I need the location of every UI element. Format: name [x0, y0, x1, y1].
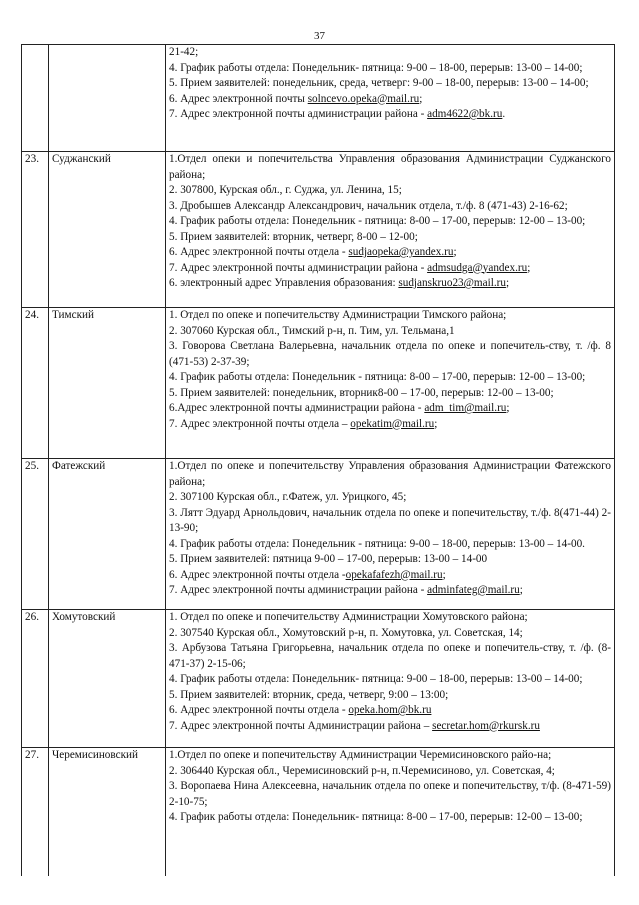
row-number: 27.: [22, 748, 49, 877]
email-line: 6. электронный адрес Управления образования: sudjanskruo23@mail.ru;: [169, 277, 510, 289]
email-link[interactable]: adminfateg@mail.ru: [427, 584, 520, 596]
info-line: 3. Лятт Эдуард Арнольдович, начальник отдела по опеке и попечительству, т./ф. 8(471-44) 2-13-90;: [169, 506, 611, 534]
district-name: Хомутовский: [49, 610, 166, 748]
info-line: 4. График работы отдела: Понедельник - пятница: 8-00 – 17-00, перерыв: 12-00 – 13-00;: [169, 371, 586, 383]
district-name: Суджанский: [49, 152, 166, 308]
info-line: 3. Воропаева Нина Алексеевна, начальник отдела по опеке и попечительству, т/ф. (8-471-59) 2-10-75;: [169, 780, 611, 808]
email-line: 6.Адрес электронной почты администрации района - adm_tim@mail.ru;: [169, 402, 510, 414]
info-line: 1. Отдел по опеке и попечительству Администрации Хомутовского района;: [169, 611, 528, 623]
contact-info: [166, 152, 615, 308]
email-link[interactable]: sudjaopeka@yandex.ru: [348, 246, 454, 258]
email-link[interactable]: secretar.hom@rkursk.ru: [432, 719, 540, 732]
table-row: [22, 748, 615, 877]
contact-info: [166, 610, 615, 748]
info-line: 2. 307060 Курская обл., Тимский р-н, п. Тим, ул. Тельмана,1: [169, 324, 455, 337]
contacts-table: [21, 44, 615, 876]
contact-info: [166, 308, 615, 459]
email-line: 7. Адрес электронной почты администрации района - admsudga@yandex.ru;: [169, 261, 531, 274]
info-line: 5. Прием заявителей: вторник, четверг, 8-00 – 12-00;: [169, 230, 418, 243]
district-name: Черемисиновский: [49, 748, 166, 877]
info-line: 3. Арбузова Татьяна Григорьевна, начальник отдела по опеке и попечитель-ству, т. /ф. (8-471-37) 2-15-06;: [169, 642, 611, 670]
email-line: 6. Адрес электронной почты solncevo.opeka@mail.ru;: [169, 92, 423, 105]
row-number: 25.: [22, 459, 49, 610]
info-line: 2. 307100 Курская обл., г.Фатеж, ул. Урицкого, 45;: [169, 491, 407, 503]
info-line: 3. Дробышев Александр Александрович, начальник отдела, т./ф. 8 (471-43) 2-16-62;: [169, 199, 568, 212]
info-line: 5. Прием заявителей: вторник, среда, четверг, 9:00 – 13:00;: [169, 688, 449, 701]
info-line: 4. График работы отдела: Понедельник - пятница: 9-00 – 18-00, перерыв: 13-00 – 14-00.: [169, 537, 585, 550]
email-link[interactable]: admsudga@yandex.ru: [427, 261, 528, 274]
page-number: 37: [314, 30, 325, 42]
info-line: 5. Прием заявителей: пятница 9-00 – 17-00, перерыв: 13-00 – 14-00: [169, 553, 488, 565]
district-name: Фатежский: [49, 459, 166, 610]
table-row: [22, 610, 615, 748]
email-line: 7. Адрес электронной почты Администрации района – secretar.hom@rkursk.ru: [169, 719, 540, 732]
info-line: 1. Отдел по опеке и попечительству Администрации Тимского района;: [169, 309, 507, 321]
info-line: 1.Отдел по опеке и попечительству Администрации Черемисиновского райо-на;: [169, 749, 552, 761]
district-name: [49, 45, 166, 152]
email-line: 7. Адрес электронной почты отдела – opekatim@mail.ru;: [169, 417, 438, 430]
info-line: 1.Отдел опеки и попечительства Управления образования Администрации Суджанского района;: [169, 153, 611, 181]
email-link[interactable]: adm4622@bk.ru: [427, 108, 503, 120]
info-line: 21-42;: [169, 46, 199, 58]
email-link[interactable]: adm_tim@mail.ru: [424, 402, 507, 414]
email-link[interactable]: sudjanskruo23@mail.ru: [398, 277, 506, 289]
email-line: 7. Адрес электронной почты администрации района - adm4622@bk.ru.: [169, 108, 506, 120]
contact-info: [166, 459, 615, 610]
info-line: 4. График работы отдела: Понедельник- пятница: 9-00 – 18-00, перерыв: 13-00 – 14-00;: [169, 673, 583, 685]
email-line: 6. Адрес электронной почты отдела -opekafafezh@mail.ru;: [169, 568, 446, 581]
info-line: 4. График работы отдела: Понедельник- пятница: 8-00 – 17-00, перерыв: 12-00 – 13-00;: [169, 811, 583, 823]
table-row: [22, 459, 615, 610]
table-row: [22, 152, 615, 308]
row-number: 26.: [22, 610, 49, 748]
row-number: [22, 45, 49, 152]
row-number: 23.: [22, 152, 49, 308]
info-line: 2. 307540 Курская обл., Хомутовский р-н, п. Хомутовка, ул. Советская, 14;: [169, 626, 523, 639]
contact-info: [166, 748, 615, 877]
email-line: 7. Адрес электронной почты администрации района - adminfateg@mail.ru;: [169, 584, 523, 596]
table-row: [22, 308, 615, 459]
info-line: 3. Говорова Светлана Валерьевна, начальник отдела по опеке и попечитель-ству, т. /ф. 8 (471-53) 2-37-39;: [169, 340, 611, 368]
email-link[interactable]: solncevo.opeka@mail.ru: [307, 92, 420, 105]
table-row: [22, 45, 615, 152]
district-name: Тимский: [49, 308, 166, 459]
email-link[interactable]: opeka.hom@bk.ru: [348, 704, 432, 716]
info-line: 4. График работы отдела: Понедельник- пятница: 9-00 – 18-00, перерыв: 13-00 – 14-00;: [169, 61, 583, 74]
info-line: 5. Прием заявителей: понедельник, среда, четверг: 9-00 – 18-00, перерыв: 13-00 – 14-00;: [169, 77, 589, 89]
info-line: 1.Отдел по опеке и попечительству Управления образования Администрации Фатежского района;: [169, 460, 611, 488]
email-line: 6. Адрес электронной почты отдела - sudjaopeka@yandex.ru;: [169, 246, 457, 258]
info-line: 5. Прием заявителей: понедельник, вторник8-00 – 17-00, перерыв: 12-00 – 13-00;: [169, 386, 554, 399]
email-line: 6. Адрес электронной почты отдела - opeka.hom@bk.ru: [169, 704, 432, 716]
email-link[interactable]: opekafafezh@mail.ru: [345, 568, 443, 581]
info-line: 2. 306440 Курская обл., Черемисиновский р-н, п.Черемисиново, ул. Советская, 4;: [169, 764, 555, 777]
email-link[interactable]: opekatim@mail.ru: [350, 417, 435, 430]
info-line: 4. График работы отдела: Понедельник - пятница: 8-00 – 17-00, перерыв: 12-00 – 13-00;: [169, 215, 586, 227]
info-line: 2. 307800, Курская обл., г. Суджа, ул. Ленина, 15;: [169, 184, 402, 196]
contact-info: [166, 45, 615, 152]
row-number: 24.: [22, 308, 49, 459]
